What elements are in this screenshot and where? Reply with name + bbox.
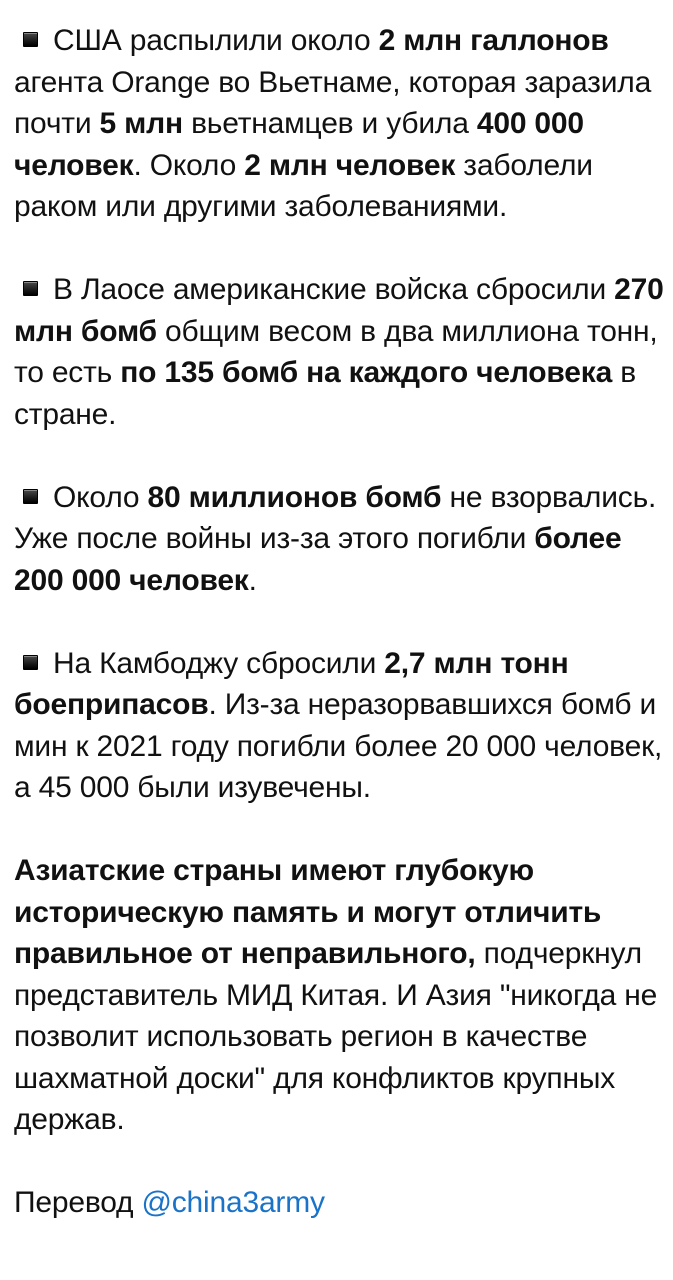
bold-segment: более 200 000 человек — [14, 522, 622, 597]
bold-segment: 80 миллионов бомб — [147, 480, 442, 514]
text-segment: США распылили около — [53, 24, 379, 57]
paragraph-vietnam — [14, 20, 664, 228]
text-segment: заболели раком или другими заболеваниями. — [14, 148, 593, 223]
black-square-bullet-icon — [23, 32, 38, 47]
text-segment: Около — [53, 480, 148, 514]
post-body — [14, 20, 664, 1224]
text-segment: вьетнамцев и убила — [182, 107, 477, 140]
channel-link[interactable]: @china3army — [141, 1186, 325, 1219]
text-segment: На Камбоджу сбросили — [53, 646, 385, 680]
text-segment: в стране. — [14, 356, 636, 431]
text-segment: . Около — [133, 148, 245, 182]
bold-segment: 400 000 человек — [14, 107, 584, 182]
footer-credit — [14, 1182, 664, 1224]
bold-segment: 2,7 млн тонн боеприпасов — [14, 646, 569, 721]
bold-segment: 2 млн человек — [244, 148, 456, 182]
text-segment: не взорвались. Уже после войны из-за этого погибли — [14, 480, 657, 555]
black-square-bullet-icon — [23, 281, 38, 296]
black-square-bullet-icon — [23, 489, 38, 504]
text-segment: . — [248, 563, 257, 597]
text-segment: подчеркнул представитель МИД Китая. И Азия "никогда не позволит использовать регион в качестве шахматной доски" для конфликтов крупных держав. — [14, 937, 658, 1136]
bold-segment: 270 млн бомб — [14, 273, 664, 348]
text-segment: общим весом в два миллиона тонн, то есть — [14, 314, 658, 389]
bold-segment: по 135 бомб на каждого человека — [120, 356, 613, 389]
footer-prefix: Перевод — [14, 1186, 142, 1219]
text-segment: агента Orange во Вьетнаме, которая заразила почти — [14, 65, 652, 140]
bold-segment: 5 млн — [99, 107, 183, 140]
paragraph-laos — [14, 269, 664, 435]
paragraph-conclusion — [14, 850, 664, 1141]
bold-segment: Азиатские страны имеют глубокую историческую память и могут отличить правильное от неправильного, — [14, 854, 602, 970]
text-segment: В Лаосе американские войска сбросили — [53, 273, 615, 306]
bold-segment: 2 млн галлонов — [378, 24, 609, 57]
text-segment: . Из-за неразорвавшихся бомб и мин к 2021 году погибли более 20 000 человек, а 45 000 были изувечены. — [14, 688, 663, 804]
black-square-bullet-icon — [23, 655, 38, 670]
paragraph-cambodia — [14, 643, 664, 809]
paragraph-unexploded — [14, 477, 664, 602]
